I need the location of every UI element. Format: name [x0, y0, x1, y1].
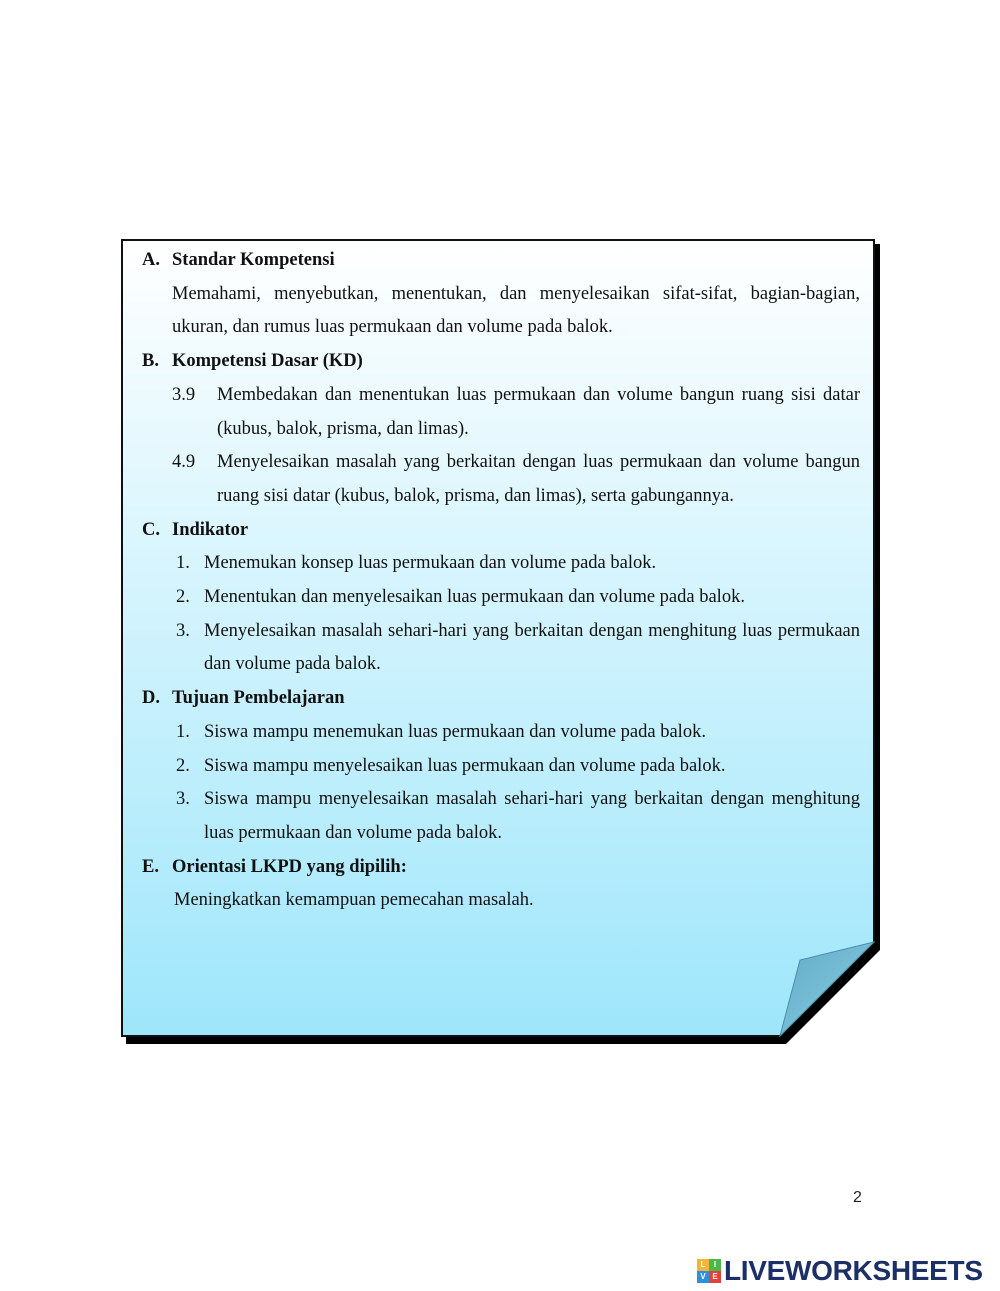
section-letter: C.: [142, 519, 160, 540]
list-item: [142, 379, 860, 446]
item-number: 3.9: [172, 384, 196, 405]
section-heading: Standar Kompetensi: [172, 250, 335, 270]
item-text: Membedakan dan menentukan luas permukaan dan volume bangun ruang sisi datar (kubus, balok, prisma, dan limas).: [217, 384, 860, 439]
content-card: [120, 238, 880, 1044]
list-item: [142, 716, 860, 750]
item-number: 3.: [176, 620, 190, 641]
list-item: [142, 547, 860, 581]
logo-letter: L: [697, 1259, 709, 1271]
section-heading: Indikator: [172, 519, 249, 540]
content-body: [142, 244, 860, 918]
logo-letter: I: [709, 1259, 721, 1271]
section-letter: B.: [142, 351, 159, 372]
section-e-paragraph: Meningkatkan kemampuan pemecahan masalah.: [174, 890, 534, 911]
item-number: 2.: [176, 587, 190, 608]
list-item: [142, 783, 860, 850]
section-c-title: [142, 514, 860, 548]
item-text: Menentukan dan menyelesaikan luas permukaan dan volume pada balok.: [204, 587, 745, 608]
section-heading: Kompetensi Dasar (KD): [172, 351, 363, 372]
item-number: 1.: [176, 721, 190, 742]
item-number: 2.: [176, 755, 190, 776]
section-d-title: [142, 682, 860, 716]
item-text: Menemukan konsep luas permukaan dan volume pada balok.: [204, 553, 657, 574]
list-item: [142, 615, 860, 682]
list-item: [142, 750, 860, 784]
section-letter: D.: [142, 688, 160, 709]
list-item: [142, 581, 860, 615]
page-number: 2: [853, 1189, 862, 1206]
section-letter: A.: [142, 250, 160, 270]
section-a-paragraph: Memahami, menyebutkan, menentukan, dan menyelesaikan sifat-sifat, bagian-bagian, ukuran, dan rumus luas permukaan dan volume pada balok.: [172, 283, 860, 338]
logo-letter: E: [709, 1271, 721, 1283]
list-item: [142, 446, 860, 513]
item-text: Siswa mampu menemukan luas permukaan dan volume pada balok.: [204, 721, 706, 742]
item-number: 4.9: [172, 452, 196, 473]
section-a-title: [142, 244, 860, 278]
section-letter: E.: [142, 856, 159, 877]
section-heading: Tujuan Pembelajaran: [172, 688, 345, 709]
brand-wordmark: LIVEWORKSHEETS: [724, 1255, 983, 1286]
liveworksheets-logo[interactable]: [697, 1256, 983, 1286]
item-number: 3.: [176, 789, 190, 810]
item-text: Menyelesaikan masalah yang berkaitan dengan luas permukaan dan volume bangun ruang sisi datar (kubus, balok, prisma, dan limas), serta gabungannya.: [217, 452, 860, 506]
logo-letter: V: [697, 1271, 709, 1283]
item-text: Siswa mampu menyelesaikan masalah sehari-hari yang berkaitan dengan menghitung luas permukaan dan volume pada balok.: [204, 789, 860, 843]
section-heading: Orientasi LKPD yang dipilih:: [172, 856, 407, 877]
item-number: 1.: [176, 553, 190, 574]
section-e-title: [142, 851, 860, 885]
item-text: Menyelesaikan masalah sehari-hari yang berkaitan dengan menghitung luas permukaan dan volume pada balok.: [204, 620, 860, 675]
section-b-title: [142, 345, 860, 379]
logo-mark-icon: [697, 1259, 721, 1283]
item-text: Siswa mampu menyelesaikan luas permukaan dan volume pada balok.: [204, 755, 726, 776]
